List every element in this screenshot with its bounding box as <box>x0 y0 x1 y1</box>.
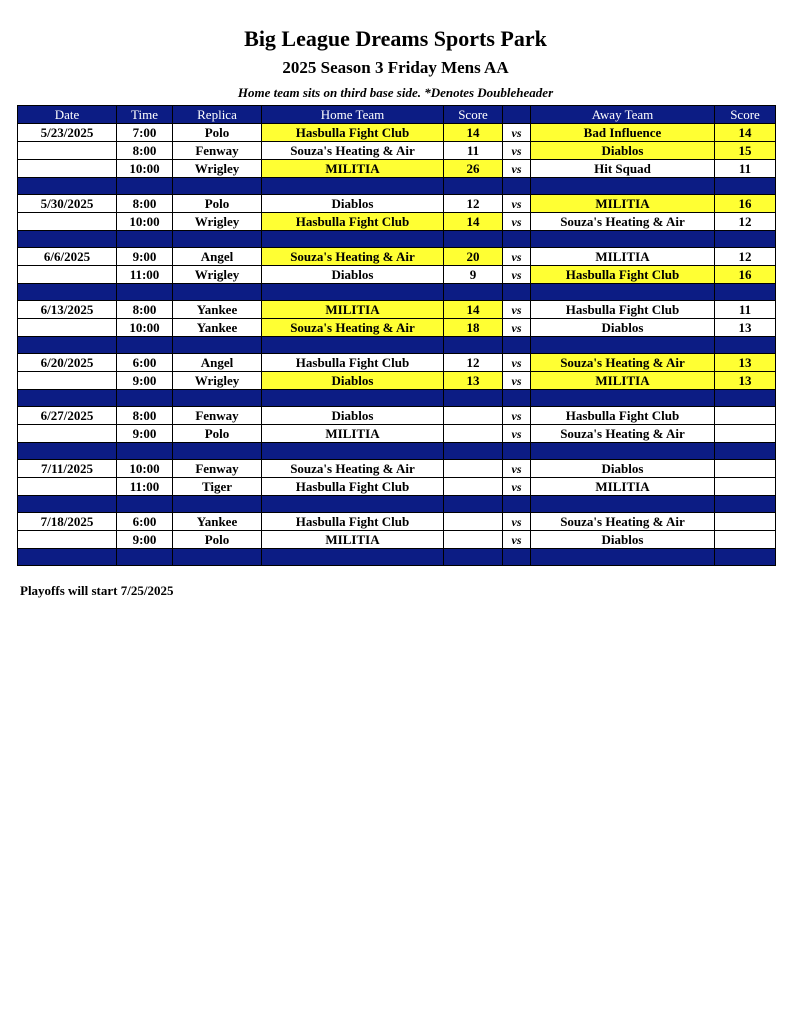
game-replica-field: Polo <box>173 195 262 213</box>
separator-cell <box>715 284 776 301</box>
separator-cell <box>173 390 262 407</box>
home-team: Souza's Heating & Air <box>262 460 444 478</box>
separator-cell <box>117 549 173 566</box>
table-row <box>18 531 776 549</box>
home-score <box>444 531 503 549</box>
separator-cell <box>18 496 117 513</box>
game-replica-field: Wrigley <box>173 266 262 284</box>
table-header-row <box>18 106 776 124</box>
away-team: MILITIA <box>531 372 715 390</box>
game-time: 11:00 <box>117 478 173 496</box>
separator-cell <box>262 284 444 301</box>
separator-cell <box>503 337 531 354</box>
away-team: Souza's Heating & Air <box>531 513 715 531</box>
game-date <box>18 531 117 549</box>
game-date: 6/20/2025 <box>18 354 117 372</box>
separator-cell <box>715 337 776 354</box>
separator-cell <box>117 496 173 513</box>
away-score <box>715 531 776 549</box>
separator-cell <box>262 178 444 195</box>
column-header-away-team: Away Team <box>531 106 715 124</box>
home-team: Diablos <box>262 407 444 425</box>
home-team: Souza's Heating & Air <box>262 319 444 337</box>
home-score: 14 <box>444 213 503 231</box>
table-row <box>18 460 776 478</box>
away-team: Bad Influence <box>531 124 715 142</box>
separator-cell <box>503 284 531 301</box>
game-date: 5/23/2025 <box>18 124 117 142</box>
column-header-vs <box>503 106 531 124</box>
separator-cell <box>173 284 262 301</box>
separator-cell <box>262 496 444 513</box>
vs-label: vs <box>503 354 531 372</box>
home-team: Hasbulla Fight Club <box>262 513 444 531</box>
week-separator-row <box>18 496 776 513</box>
away-score <box>715 478 776 496</box>
separator-cell <box>117 284 173 301</box>
away-score: 11 <box>715 160 776 178</box>
home-score: 9 <box>444 266 503 284</box>
away-team: Diablos <box>531 142 715 160</box>
home-score: 12 <box>444 354 503 372</box>
week-separator-row <box>18 549 776 566</box>
away-team: MILITIA <box>531 248 715 266</box>
game-replica-field: Polo <box>173 124 262 142</box>
game-date <box>18 266 117 284</box>
table-row <box>18 478 776 496</box>
week-separator-row <box>18 390 776 407</box>
home-score: 12 <box>444 195 503 213</box>
separator-cell <box>262 390 444 407</box>
separator-cell <box>18 549 117 566</box>
game-date: 6/27/2025 <box>18 407 117 425</box>
separator-cell <box>18 178 117 195</box>
home-score: 14 <box>444 124 503 142</box>
home-team: Hasbulla Fight Club <box>262 478 444 496</box>
game-date <box>18 142 117 160</box>
away-team: MILITIA <box>531 195 715 213</box>
home-score <box>444 407 503 425</box>
game-date: 6/13/2025 <box>18 301 117 319</box>
game-time: 10:00 <box>117 160 173 178</box>
table-row <box>18 354 776 372</box>
game-time: 10:00 <box>117 319 173 337</box>
column-header-time: Time <box>117 106 173 124</box>
away-team: Hit Squad <box>531 160 715 178</box>
separator-cell <box>503 178 531 195</box>
away-team: Souza's Heating & Air <box>531 354 715 372</box>
game-time: 11:00 <box>117 266 173 284</box>
home-team: Souza's Heating & Air <box>262 142 444 160</box>
away-team: Souza's Heating & Air <box>531 213 715 231</box>
vs-label: vs <box>503 266 531 284</box>
table-row <box>18 160 776 178</box>
separator-cell <box>173 549 262 566</box>
table-row <box>18 266 776 284</box>
separator-cell <box>531 390 715 407</box>
away-team: Diablos <box>531 531 715 549</box>
home-team: Diablos <box>262 195 444 213</box>
separator-cell <box>715 443 776 460</box>
separator-cell <box>503 231 531 248</box>
separator-cell <box>444 390 503 407</box>
game-replica-field: Fenway <box>173 460 262 478</box>
home-team: Diablos <box>262 266 444 284</box>
game-replica-field: Fenway <box>173 142 262 160</box>
away-team: Hasbulla Fight Club <box>531 266 715 284</box>
away-team: Diablos <box>531 460 715 478</box>
separator-cell <box>18 390 117 407</box>
week-separator-row <box>18 231 776 248</box>
vs-label: vs <box>503 460 531 478</box>
game-replica-field: Yankee <box>173 301 262 319</box>
game-time: 10:00 <box>117 213 173 231</box>
vs-label: vs <box>503 319 531 337</box>
table-row <box>18 372 776 390</box>
season-subtitle: 2025 Season 3 Friday Mens AA <box>282 58 509 77</box>
home-team: MILITIA <box>262 301 444 319</box>
game-time: 6:00 <box>117 513 173 531</box>
table-row <box>18 142 776 160</box>
separator-cell <box>262 337 444 354</box>
home-score: 13 <box>444 372 503 390</box>
game-date: 5/30/2025 <box>18 195 117 213</box>
separator-cell <box>444 337 503 354</box>
home-team: Hasbulla Fight Club <box>262 213 444 231</box>
table-row <box>18 319 776 337</box>
separator-cell <box>117 178 173 195</box>
separator-cell <box>503 443 531 460</box>
game-replica-field: Angel <box>173 354 262 372</box>
separator-cell <box>117 443 173 460</box>
game-date: 6/6/2025 <box>18 248 117 266</box>
home-team: Hasbulla Fight Club <box>262 354 444 372</box>
game-date <box>18 425 117 443</box>
home-score <box>444 460 503 478</box>
home-score: 11 <box>444 142 503 160</box>
column-header-away-score: Score <box>715 106 776 124</box>
home-score: 14 <box>444 301 503 319</box>
game-date <box>18 372 117 390</box>
game-date <box>18 478 117 496</box>
separator-cell <box>715 496 776 513</box>
home-score: 18 <box>444 319 503 337</box>
separator-cell <box>531 284 715 301</box>
home-team: MILITIA <box>262 425 444 443</box>
home-score <box>444 513 503 531</box>
home-score: 26 <box>444 160 503 178</box>
game-time: 9:00 <box>117 372 173 390</box>
away-score <box>715 425 776 443</box>
away-team: Hasbulla Fight Club <box>531 301 715 319</box>
game-time: 10:00 <box>117 460 173 478</box>
separator-cell <box>503 496 531 513</box>
separator-cell <box>117 337 173 354</box>
game-replica-field: Yankee <box>173 513 262 531</box>
week-separator-row <box>18 443 776 460</box>
vs-label: vs <box>503 301 531 319</box>
column-header-date: Date <box>18 106 117 124</box>
away-score: 12 <box>715 213 776 231</box>
separator-cell <box>18 337 117 354</box>
vs-label: vs <box>503 160 531 178</box>
separator-cell <box>715 549 776 566</box>
vs-label: vs <box>503 248 531 266</box>
away-team: Diablos <box>531 319 715 337</box>
home-score: 20 <box>444 248 503 266</box>
vs-label: vs <box>503 124 531 142</box>
home-team: Hasbulla Fight Club <box>262 124 444 142</box>
separator-cell <box>173 178 262 195</box>
vs-label: vs <box>503 213 531 231</box>
separator-cell <box>173 443 262 460</box>
away-score <box>715 460 776 478</box>
separator-cell <box>117 390 173 407</box>
game-replica-field: Wrigley <box>173 213 262 231</box>
game-date: 7/11/2025 <box>18 460 117 478</box>
game-time: 7:00 <box>117 124 173 142</box>
away-score: 11 <box>715 301 776 319</box>
away-team: Hasbulla Fight Club <box>531 407 715 425</box>
separator-cell <box>503 390 531 407</box>
game-replica-field: Polo <box>173 425 262 443</box>
home-score <box>444 478 503 496</box>
separator-cell <box>531 337 715 354</box>
page-title: Big League Dreams Sports Park <box>244 26 547 51</box>
away-score: 16 <box>715 195 776 213</box>
separator-cell <box>173 231 262 248</box>
separator-cell <box>262 549 444 566</box>
game-replica-field: Tiger <box>173 478 262 496</box>
game-time: 8:00 <box>117 407 173 425</box>
away-score: 13 <box>715 354 776 372</box>
vs-label: vs <box>503 195 531 213</box>
separator-cell <box>531 549 715 566</box>
column-header-home-team: Home Team <box>262 106 444 124</box>
vs-label: vs <box>503 372 531 390</box>
game-time: 9:00 <box>117 531 173 549</box>
home-team: Diablos <box>262 372 444 390</box>
game-date <box>18 319 117 337</box>
table-row <box>18 213 776 231</box>
separator-cell <box>531 231 715 248</box>
away-score <box>715 407 776 425</box>
separator-cell <box>173 337 262 354</box>
column-header-replica: Replica <box>173 106 262 124</box>
separator-cell <box>444 178 503 195</box>
game-date <box>18 213 117 231</box>
game-replica-field: Yankee <box>173 319 262 337</box>
separator-cell <box>715 231 776 248</box>
schedule-note: Home team sits on third base side. *Denotes Doubleheader <box>237 85 554 100</box>
away-score: 14 <box>715 124 776 142</box>
week-separator-row <box>18 337 776 354</box>
table-row <box>18 301 776 319</box>
separator-cell <box>444 443 503 460</box>
game-date: 7/18/2025 <box>18 513 117 531</box>
vs-label: vs <box>503 478 531 496</box>
column-header-home-score: Score <box>444 106 503 124</box>
table-row <box>18 407 776 425</box>
separator-cell <box>531 496 715 513</box>
playoffs-note: Playoffs will start 7/25/2025 <box>20 583 174 598</box>
game-replica-field: Wrigley <box>173 160 262 178</box>
table-row <box>18 513 776 531</box>
game-replica-field: Wrigley <box>173 372 262 390</box>
game-time: 9:00 <box>117 248 173 266</box>
week-separator-row <box>18 178 776 195</box>
away-score: 12 <box>715 248 776 266</box>
separator-cell <box>18 231 117 248</box>
home-team: MILITIA <box>262 160 444 178</box>
game-replica-field: Polo <box>173 531 262 549</box>
game-time: 8:00 <box>117 195 173 213</box>
away-team: Souza's Heating & Air <box>531 425 715 443</box>
separator-cell <box>117 231 173 248</box>
away-score: 16 <box>715 266 776 284</box>
week-separator-row <box>18 284 776 301</box>
separator-cell <box>262 443 444 460</box>
table-row <box>18 195 776 213</box>
vs-label: vs <box>503 425 531 443</box>
game-time: 9:00 <box>117 425 173 443</box>
home-team: Souza's Heating & Air <box>262 248 444 266</box>
separator-cell <box>173 496 262 513</box>
schedule-table <box>17 105 776 566</box>
separator-cell <box>715 178 776 195</box>
vs-label: vs <box>503 513 531 531</box>
vs-label: vs <box>503 142 531 160</box>
separator-cell <box>444 231 503 248</box>
separator-cell <box>262 231 444 248</box>
table-row <box>18 425 776 443</box>
away-score: 15 <box>715 142 776 160</box>
separator-cell <box>444 284 503 301</box>
table-row <box>18 124 776 142</box>
separator-cell <box>18 284 117 301</box>
vs-label: vs <box>503 531 531 549</box>
game-date <box>18 160 117 178</box>
separator-cell <box>444 549 503 566</box>
game-time: 8:00 <box>117 142 173 160</box>
away-team: MILITIA <box>531 478 715 496</box>
away-score: 13 <box>715 319 776 337</box>
away-score: 13 <box>715 372 776 390</box>
vs-label: vs <box>503 407 531 425</box>
separator-cell <box>715 390 776 407</box>
separator-cell <box>444 496 503 513</box>
game-time: 8:00 <box>117 301 173 319</box>
separator-cell <box>18 443 117 460</box>
separator-cell <box>531 178 715 195</box>
home-team: MILITIA <box>262 531 444 549</box>
game-time: 6:00 <box>117 354 173 372</box>
table-row <box>18 248 776 266</box>
home-score <box>444 425 503 443</box>
separator-cell <box>503 549 531 566</box>
game-replica-field: Angel <box>173 248 262 266</box>
separator-cell <box>531 443 715 460</box>
away-score <box>715 513 776 531</box>
game-replica-field: Fenway <box>173 407 262 425</box>
